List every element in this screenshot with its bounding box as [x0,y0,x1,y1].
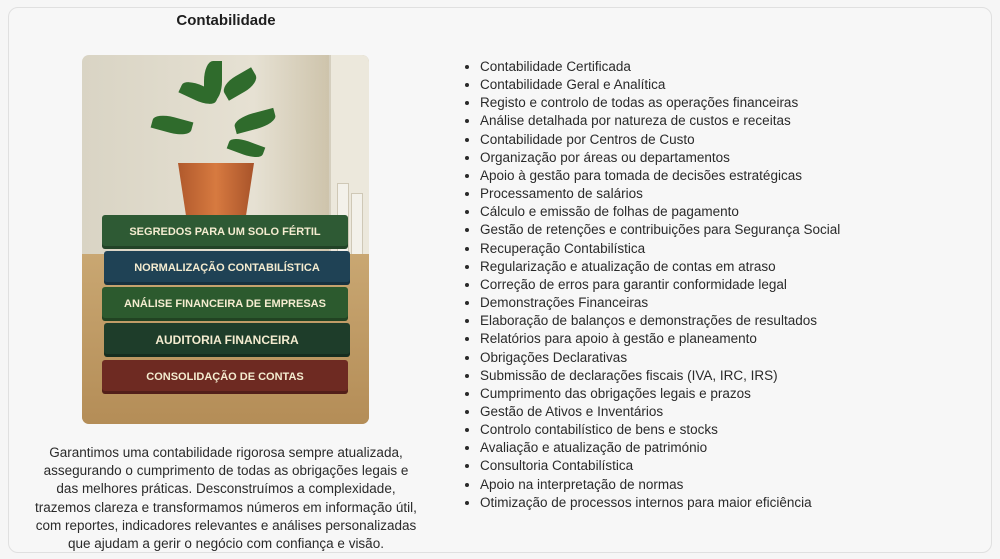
section-description: Garantimos uma contabilidade rigorosa sempre atualizada, assegurando o cumprimento de todas as obrigações legais e das melhores práticas. Desconstruímos a complexidade, trazemos clareza e transformamos números em informação útil, com reportes, indicadores relevantes e análises personalizadas que ajudam a gerir o negócio com confiança e visão. [35,445,417,552]
book: ANÁLISE FINANCEIRA DE EMPRESAS [102,287,348,321]
service-item: • Contabilidade por Centros de Custo [480,131,840,149]
service-item: • Contabilidade Geral e Analítica [480,76,840,94]
service-item: • Correção de erros para garantir conformidade legal [480,276,840,294]
leaf [204,61,222,101]
leaf [233,108,278,134]
service-item: • Recuperação Contabilística [480,240,840,258]
leaf [151,112,194,138]
service-item: • Demonstrações Financeiras [480,294,840,312]
service-item: • Apoio na interpretação de normas [480,476,840,494]
service-item: • Elaboração de balanços e demonstrações de resultados [480,312,840,330]
service-item: • Registo e controlo de todas as operações financeiras [480,94,840,112]
service-item: • Avaliação e atualização de património [480,439,840,457]
service-item: • Submissão de declarações fiscais (IVA, IRC, IRS) [480,367,840,385]
service-item: • Cálculo e emissão de folhas de pagamento [480,203,840,221]
service-item: • Apoio à gestão para tomada de decisões estratégicas [480,167,840,185]
service-item: • Organização por áreas ou departamentos [480,149,840,167]
book: SEGREDOS PARA UM SOLO FÉRTIL [102,215,348,249]
service-item: • Cumprimento das obrigações legais e prazos [480,385,840,403]
service-item: • Otimização de processos internos para maior eficiência [480,494,840,512]
book: AUDITORIA FINANCEIRA [104,323,350,357]
service-item: • Relatórios para apoio à gestão e planeamento [480,330,840,348]
service-item: • Controlo contabilístico de bens e stocks [480,421,840,439]
service-item: • Consultoria Contabilística [480,457,840,475]
service-item: • Gestão de Ativos e Inventários [480,403,840,421]
books-plant-image [82,55,369,424]
service-item: • Regularização e atualização de contas em atraso [480,258,840,276]
book: NORMALIZAÇÃO CONTABILÍSTICA [104,251,350,285]
book: CONSOLIDAÇÃO DE CONTAS [102,360,348,394]
service-item: • Obrigações Declarativas [480,349,840,367]
service-item: • Processamento de salários [480,185,840,203]
services-list [462,58,840,512]
leaf [227,135,266,160]
service-item: • Contabilidade Certificada [480,58,840,76]
service-item: • Gestão de retenções e contribuições para Segurança Social [480,221,840,239]
leaf [220,67,260,101]
service-item: • Análise detalhada por natureza de custos e receitas [480,112,840,130]
section-title: Contabilidade [176,12,276,29]
